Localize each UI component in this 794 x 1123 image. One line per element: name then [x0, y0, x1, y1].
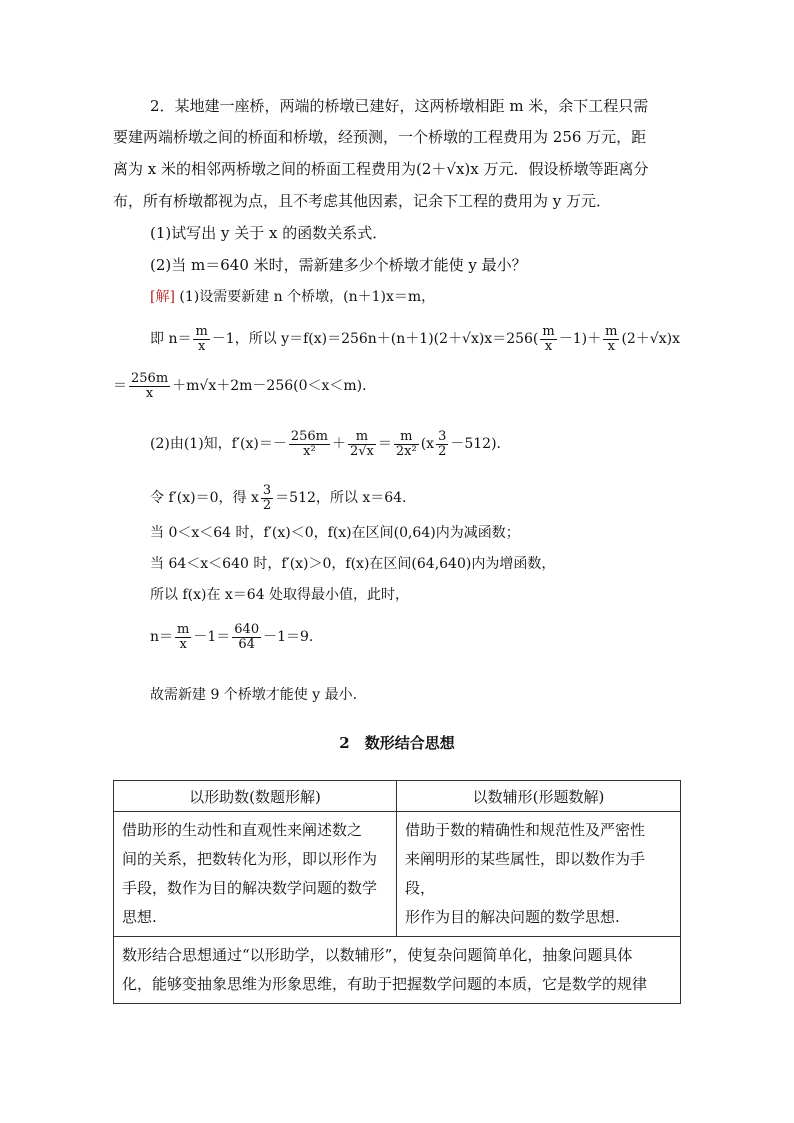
fraction-m-over-x — [540, 325, 556, 353]
numerator: m — [348, 430, 376, 445]
question-2: (2)当 m＝640 米时，需新建多少个桥墩才能使 y 最小？ — [150, 256, 527, 274]
cell-line: 形作为目的解决问题的数学思想. — [405, 908, 620, 926]
fraction-m-over-2sqrtx — [348, 430, 376, 458]
numerator: 256m — [290, 429, 328, 444]
denominator: 2 — [262, 497, 272, 513]
text-segment: －1＝9. — [263, 629, 314, 646]
solution-step-1: (1)设需要新建 n 个桥墩，(n＋1)x＝m， — [179, 289, 436, 305]
text-segment: (2＋√x)x — [621, 331, 680, 348]
numerator: m — [394, 430, 419, 445]
table-cell-right — [397, 812, 681, 937]
cell-line: 化，能够变抽象思维为形象思维，有助于把握数学问题的本质，它是数学的规律 — [122, 975, 648, 993]
cell-line: 数形结合思想通过“以形助学，以数辅形”，使复杂问题简单化，抽象问题具体 — [122, 946, 633, 964]
problem-line-4: 布，所有桥墩都视为点，且不考虑其他因素，记余下工程的费用为 y 万元． — [113, 192, 612, 210]
fraction-m-over-x — [603, 325, 619, 353]
denominator: 2 — [438, 443, 447, 459]
denominator: x — [145, 385, 154, 401]
numerator: m — [605, 324, 618, 339]
cell-line: 借助形的生动性和直观性来阐述数之 — [122, 821, 363, 839]
text-segment: ＝ — [377, 436, 392, 453]
denominator: x — [197, 338, 206, 354]
denominator: x — [607, 338, 615, 354]
denominator: x — [179, 636, 187, 652]
denominator: 2x² — [395, 443, 417, 459]
table-row — [114, 812, 681, 937]
text-segment: －512 — [450, 436, 492, 453]
denominator: x² — [303, 443, 316, 459]
fraction-256m-over-x — [129, 372, 170, 400]
numerator: m — [177, 622, 190, 637]
problem-line-1: 2．某地建一座桥，两端的桥墩已建好，这两桥墩相距 m 米，余下工程只需 — [150, 97, 649, 115]
cell-line: 借助于数的精确性和规范性及严密性 — [405, 821, 646, 839]
text-segment: －1 — [558, 331, 582, 348]
fraction-640-over-64 — [232, 623, 261, 651]
cell-line: 手段，数作为目的解决数学问题的数学 — [122, 879, 378, 897]
cell-line: 来阐明形的某些属性，即以数作为手段， — [405, 850, 646, 897]
problem-line-2: 要建两端桥墩之间的桥面和桥墩，经预测，一个桥墩的工程费用为 256 万元，距 — [113, 128, 647, 146]
exponent-3-over-2 — [436, 430, 448, 458]
table-header-cell: 以数辅形(形题数解) — [397, 781, 681, 812]
solution-line-6: 当 0＜x＜64 时，f′(x)＜0，f(x)在区间(0,64)内为减函数； — [150, 525, 520, 541]
solution-line-3 — [113, 372, 376, 400]
fraction-256m-over-x2 — [289, 430, 330, 458]
denominator: 2√x — [349, 443, 374, 459]
numerator: 3 — [438, 429, 447, 444]
numerator: 256m — [131, 371, 169, 386]
exponent-3-over-2 — [261, 484, 273, 512]
section-heading: 2 数形结合思想 — [339, 734, 455, 752]
text-segment: 即 n＝ — [150, 331, 192, 348]
fraction-m-over-2x2 — [394, 430, 419, 458]
solution-conclusion: 故需新建 9 个桥墩才能使 y 最小. — [150, 687, 358, 703]
table-row — [114, 937, 681, 1004]
text-segment: ＋m√x＋2m－256(0＜x＜m)． — [172, 378, 377, 395]
numerator: m — [195, 324, 208, 339]
table-header-row — [114, 781, 681, 812]
numerator: 640 — [234, 622, 260, 637]
text-segment: －1＝ — [193, 629, 231, 646]
denominator: x — [544, 338, 553, 354]
table-cell-footer — [114, 937, 681, 1004]
fraction-m-over-x — [175, 623, 191, 651]
text-segment: n＝ — [150, 629, 174, 646]
text-segment: (2)由(1)知，f′(x)＝－ — [150, 436, 287, 453]
solution-line-4: (2)由(1)知，f′(x)＝－ $\frac{256m}{\text{x²}}$ ＋ $\frac{m}{2√x}$ ＝ $\frac{m}{\text{2x²}}$ (x $\frac{3}{2}$ －512)． — [150, 429, 511, 459]
numerator: 3 — [262, 483, 272, 498]
text-segment: ． — [496, 436, 511, 453]
cell-line: 间的关系，把数转化为形，即以形作为 — [122, 850, 378, 868]
solution-line-9 — [150, 623, 313, 651]
numerator: m — [542, 324, 555, 339]
solution-tag: [解] — [150, 289, 175, 305]
table-header-cell: 以形助数(数题形解) — [114, 781, 397, 812]
text-segment: ＋ — [331, 436, 346, 453]
solution-line-2: 即 n＝ $\frac{m}{x}$ －1，所以 y＝f(x)＝256n＋(n＋1)(2＋√x)x＝256( $\frac{m}{x}$ －1)＋ $\frac{m}{x}$ (2＋√x)x — [150, 324, 680, 354]
text-segment: ＝ — [113, 378, 127, 395]
solution-line-8: 所以 f(x)在 x＝64 处取得最小值，此时， — [150, 587, 410, 603]
text-segment: ＝512，所以 x＝64. — [275, 490, 407, 507]
text-segment: －1，所以 y＝f(x)＝256n＋(n＋1)(2＋√x)x＝256 — [211, 331, 533, 348]
solution-line-7: 当 64＜x＜640 时，f′(x)＞0，f(x)在区间(64,640)内为增函数， — [150, 556, 556, 572]
problem-line-3: 离为 x 米的相邻两桥墩之间的桥面工程费用为(2＋√x)x 万元．假设桥墩等距离分 — [113, 160, 649, 178]
solution-line-1 — [150, 286, 435, 308]
comparison-table — [113, 780, 681, 1004]
denominator: 64 — [238, 636, 255, 652]
text-segment: 令 f′(x)＝0，得 x — [150, 490, 259, 507]
question-1: (1)试写出 y 关于 x 的函数关系式． — [150, 224, 388, 242]
fraction-m-over-x — [193, 325, 209, 353]
solution-line-5 — [150, 484, 407, 512]
cell-line: 思想. — [122, 908, 157, 926]
table-cell-left — [114, 812, 397, 937]
text-segment: ＋ — [587, 331, 602, 348]
